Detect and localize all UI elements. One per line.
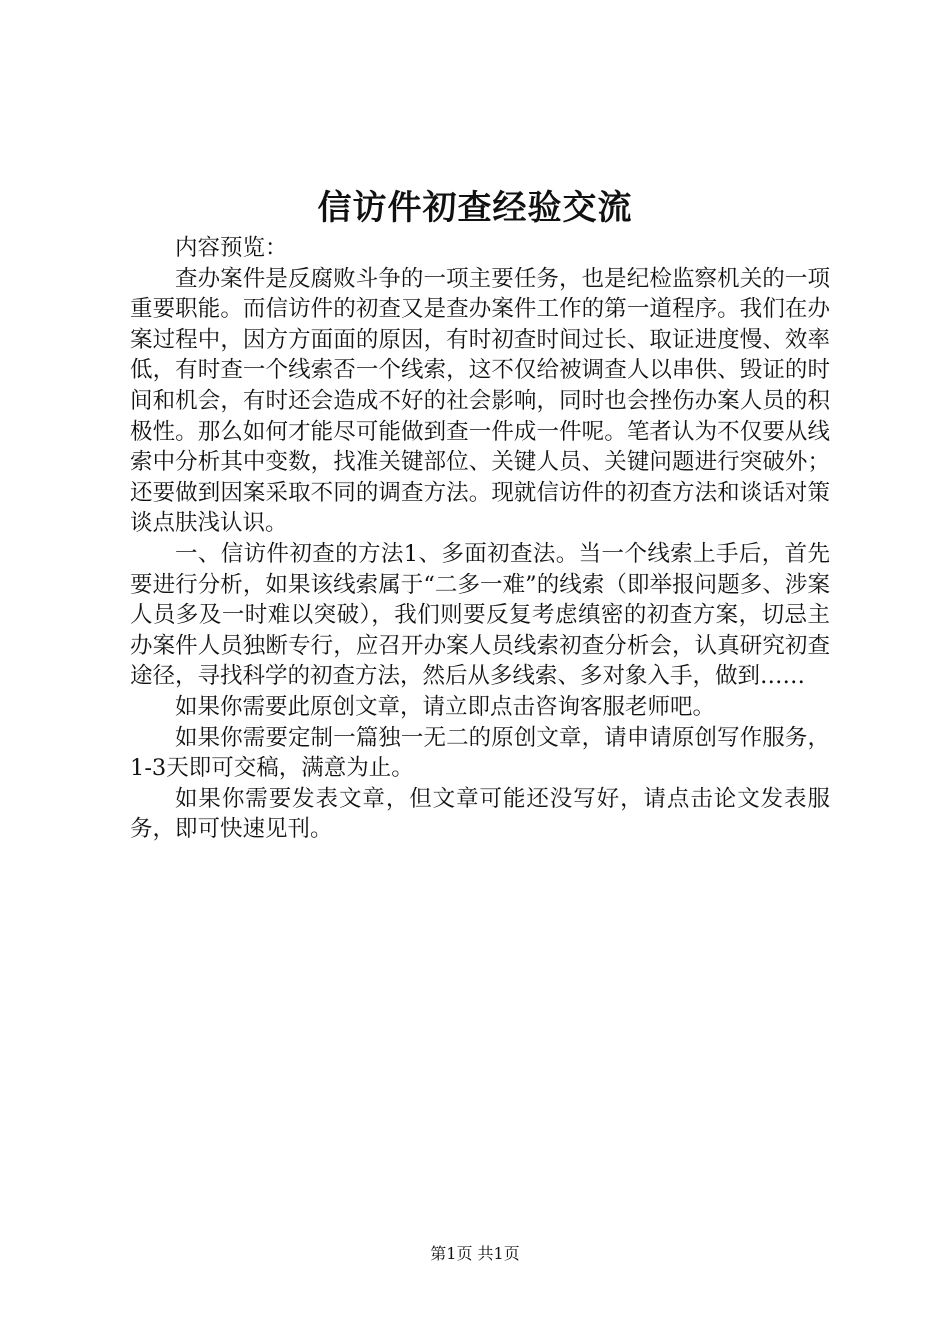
page-number: 第1页 共1页	[430, 1244, 520, 1263]
preview-label: 内容预览：	[175, 235, 288, 261]
document-title: 信访件初查经验交流	[317, 188, 633, 228]
document-body	[130, 233, 830, 845]
paragraph-custom-writing: 如果你需要定制一篇独一无二的原创文章，请申请原创写作服务，1-3天即可交稿，满意为止。	[130, 724, 830, 782]
paragraph-publishing: 如果你需要发表文章，但文章可能还没写好，请点击论文发表服务，即可快速见刊。	[130, 785, 830, 843]
paragraph-contact-service: 如果你需要此原创文章，请立即点击咨询客服老师吧。	[175, 693, 716, 720]
paragraph-intro: 查办案件是反腐败斗争的一项主要任务，也是纪检监察机关的一项重要职能。而信访件的初查又是查办案件工作的第一道程序。我们在办案过程中，因方方面面的原因，有时初查时间过长、取证进度慢、效率低，有时查一个线索否一个线索，这不仅给被调查人以串供、毁证的时间和机会，有时还会造成不好的社会影响，同时也会挫伤办案人员的积极性。那么如何才能尽可能做到查一件成一件呢。笔者认为不仅要从线索中分析其中变数，找准关键部位、关键人员、关键问题进行突破外；还要做到因案采取不同的调查方法。现就信访件的初查方法和谈话对策谈点肤浅认识。	[130, 265, 830, 537]
paragraph-method: 一、信访件初查的方法1、多面初查法。当一个线索上手后，首先要进行分析，如果该线索属于“二多一难”的线索（即举报问题多、涉案人员多及一时难以突破），我们则要反复考虑缜密的初查方案，切忌主办案件人员独断专行，应召开办案人员线索初查分析会，认真研究初查途径，寻找科学的初查方法，然后从多线索、多对象入手，做到……	[130, 540, 830, 690]
